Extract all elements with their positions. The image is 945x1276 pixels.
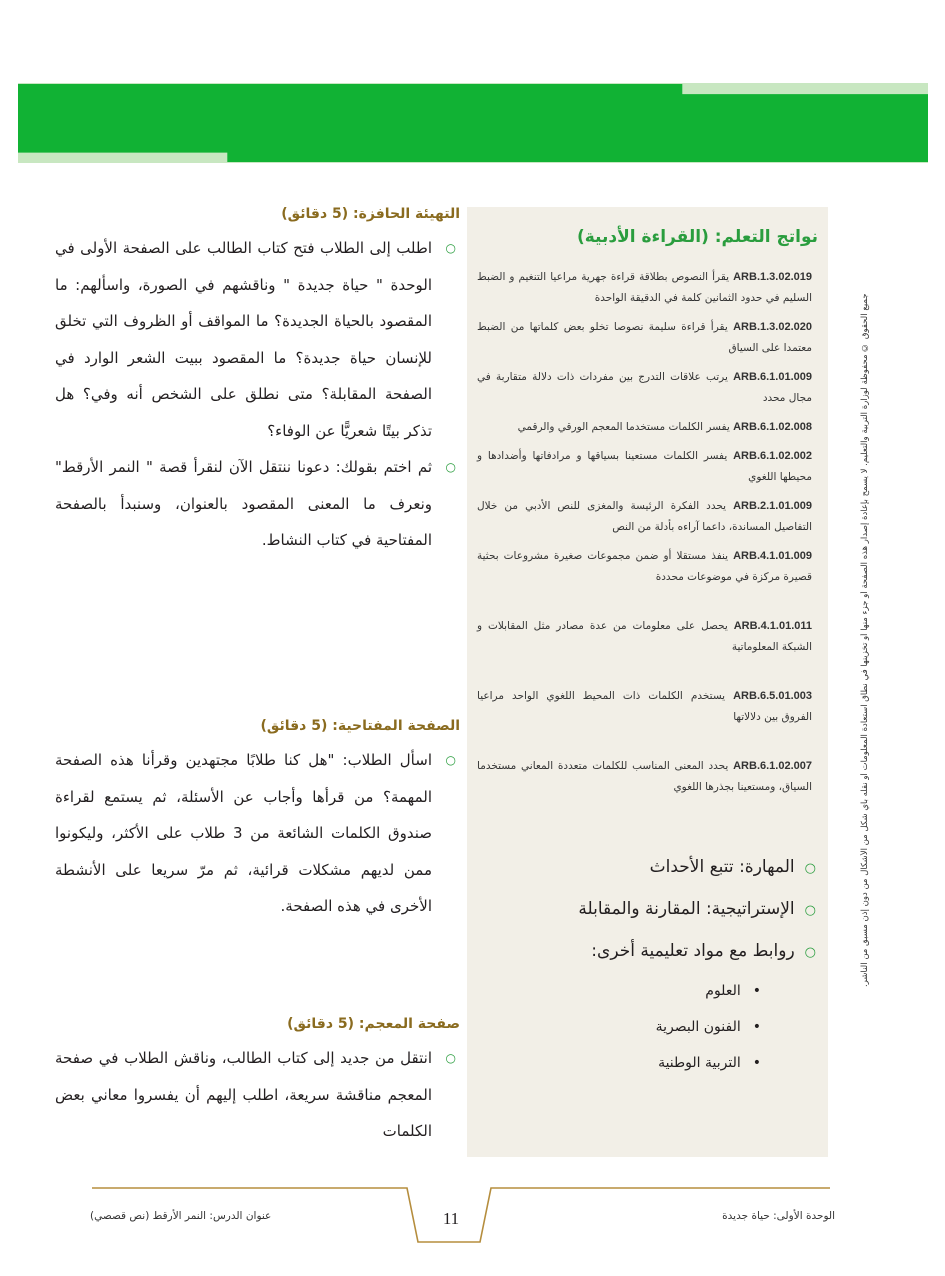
- footer-unit: الوحدة الأولى: حياة جديدة: [722, 1210, 835, 1222]
- dot-bullet-icon: •: [752, 1019, 761, 1035]
- circle-bullet-icon: ○: [804, 861, 816, 876]
- outcome-item: ARB.6.1.02.008 يفسر الكلمات مستخدما المعجم الورقي والرقمي: [517, 421, 812, 433]
- section-title: الصفحة المفتاحية: (5 دقائق): [260, 718, 460, 734]
- links-title: ○روابط مع مواد تعليمية أخرى:: [591, 941, 816, 961]
- learning-outcomes-panel: [467, 207, 828, 1157]
- dot-bullet-icon: •: [752, 983, 761, 999]
- outcome-item: ARB.4.1.01.011 يحصل على معلومات من عدة مصادر مثل المقابلات و الشبكة المعلوماتية: [477, 620, 812, 653]
- outcome-item: ARB.6.1.01.009 يرتب علاقات التدرج بين مفردات ذات دلالة متقاربة في مجال محدد: [477, 371, 812, 404]
- outcome-item: ARB.6.1.02.007 يحدد المعنى المناسب للكلمات متعددة المعاني مستخدما السياق، ومستعينا بجذرها اللغوي: [477, 760, 812, 793]
- paragraph: ○ ثم اختم بقولك: دعونا ننتقل الآن لنقرأ قصة " النمر الأرقط" ونعرف ما المعنى المقصود بالعنوان، وسنبدأ بالصفحة المفتاحية في كتاب النشاط.: [55, 449, 460, 559]
- key-page-section: [55, 718, 460, 925]
- links-list: [486, 973, 761, 1081]
- copyright-notice: جميع الحقوق © محفوظة لوزارة التربية والتعليم. لا يسمح بإعادة إصدار هذه الصفحة أو جزء منها أو تخزينها في نطاق استعادة المعلومات أو نقله بأي شكل من الأشكال من دون إذن مسبق من الناشر.: [860, 293, 870, 987]
- page-number: 11: [442, 1209, 460, 1228]
- paragraph: ○ اطلب إلى الطلاب فتح كتاب الطالب على الصفحة الأولى في الوحدة " حياة جديدة " وناقشهم في الصورة، واسألهم: ما المقصود بالحياة الجديدة؟ ما المواقف أو الظروف التي تخلق للإنسان حياة جديدة؟ ما المقصود ببيت الشعر الوارد في الصفحة المقابلة؟ متى نطلق على الشخص أنه وفي؟ هل تذكر بيتًا شعريًّا عن الوفاء؟: [55, 230, 460, 449]
- circle-bullet-icon: ○: [445, 460, 456, 474]
- circle-bullet-icon: ○: [445, 753, 456, 767]
- circle-bullet-icon: ○: [445, 1051, 456, 1065]
- strategy-line: ○الإستراتيجية: المقارنة والمقابلة: [578, 899, 816, 919]
- outcome-item: ARB.4.1.01.009 ينفذ مستقلا أو ضمن مجموعات صغيرة مشروعات بحثية قصيرة مركزة في موضوعات محددة: [477, 550, 812, 583]
- dot-bullet-icon: •: [752, 1055, 761, 1071]
- section-title: التهيئة الحافزة: (5 دقائق): [281, 206, 460, 222]
- circle-bullet-icon: ○: [804, 903, 816, 918]
- warmup-section: [55, 206, 460, 559]
- circle-bullet-icon: ○: [445, 241, 456, 255]
- header-banner: [18, 84, 928, 162]
- panel-title: نواتج التعلم: (القراءة الأدبية): [576, 227, 818, 247]
- outcome-item: ARB.2.1.01.009 يحدد الفكرة الرئيسة والمغزى للنص الأدبي من خلال التفاصيل المساندة، داعما آراءه بأدلة من النص: [477, 500, 812, 533]
- footer-lesson: عنوان الدرس: النمر الأرقط (نص قصصي): [90, 1210, 272, 1222]
- skill-line: ○المهارة: تتبع الأحداث: [649, 857, 816, 877]
- link-item: •التربية الوطنية: [658, 1055, 761, 1071]
- circle-bullet-icon: ○: [804, 945, 816, 960]
- link-item: •العلوم: [705, 983, 761, 999]
- outcomes-list: [477, 267, 812, 806]
- paragraph: ○ انتقل من جديد إلى كتاب الطالب، وناقش الطلاب في صفحة المعجم مناقشة سريعة، اطلب إليهم أن يفسروا معاني بعض الكلمات: [55, 1040, 460, 1150]
- dictionary-section: [55, 1016, 460, 1150]
- link-item: •الفنون البصرية: [655, 1019, 761, 1035]
- section-title: صفحة المعجم: (5 دقائق): [287, 1016, 460, 1032]
- paragraph: ○ اسأل الطلاب: "هل كنا طلابًا مجتهدين وقرأنا هذه الصفحة المهمة؟ من قرأها وأجاب عن الأسئلة، ثم يستمع لقراءة صندوق الكلمات الشائعة من 3 طلاب على الأكثر، وليكونوا ممن لديهم مشكلات قرائية، ثم مرّ سريعا على الأنشطة الأخرى في هذه الصفحة.: [55, 742, 460, 925]
- outcome-item: ARB.6.5.01.003 يستخدم الكلمات ذات المحيط اللغوي الواحد مراعيا الفروق بين دلالاتها: [477, 690, 812, 723]
- outcome-item: ARB.1.3.02.020 يقرأ قراءة سليمة نصوصا تخلو بعض كلماتها من الضبط معتمدا على السياق: [477, 321, 812, 354]
- outcome-item: ARB.1.3.02.019 يقرأ النصوص بطلاقة قراءة جهرية مراعيا التنغيم و الضبط السليم في حدود الثمانين كلمة في الدقيقة الواحدة: [477, 271, 812, 304]
- outcome-item: ARB.6.1.02.002 يفسر الكلمات مستعينا بسياقها و مرادفاتها وأضدادها و محيطها اللغوي: [477, 450, 812, 483]
- skills-block: [486, 847, 816, 1081]
